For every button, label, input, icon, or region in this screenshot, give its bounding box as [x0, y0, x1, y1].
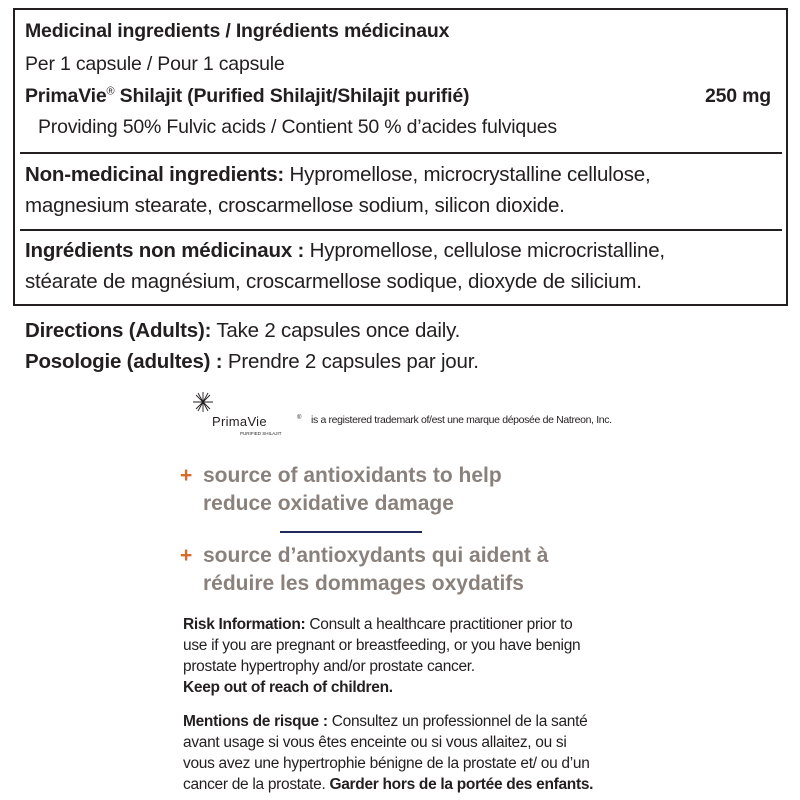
non-medicinal-fr-line1	[25, 239, 665, 263]
registered-mark: ®	[106, 85, 115, 98]
non-medicinal-en-label: Non-medicinal ingredients:	[25, 163, 285, 186]
risk-en-warning: Keep out of reach of children.	[183, 679, 393, 696]
claims-divider	[280, 531, 422, 533]
risk-fr-line2: avant usage si vous êtes enceinte ou si vous allaitez, ou si	[183, 734, 567, 751]
ingredient-brand: PrimaVie	[25, 85, 107, 107]
primavie-logo	[192, 392, 312, 440]
non-medicinal-en-line2: magnesium stearate, croscarmellose sodium, silicon dioxide.	[25, 194, 565, 217]
directions-en-text: Take 2 capsules once daily.	[211, 319, 461, 342]
logo-word: PrimaVie	[212, 414, 267, 429]
directions-fr-text: Prendre 2 capsules par jour.	[222, 350, 479, 373]
risk-fr-line4	[183, 774, 593, 795]
risk-en-line1	[183, 614, 572, 635]
logo-subtitle: PURIFIED SHILAJIT	[240, 431, 282, 436]
risk-fr-warning: Garder hors de la portée des enfants.	[329, 776, 594, 793]
ingredient-description: Shilajit (Purified Shilajit/Shilajit purifié)	[114, 85, 470, 107]
section-divider	[20, 229, 782, 231]
non-medicinal-fr-label: Ingrédients non médicinaux :	[25, 239, 305, 262]
risk-en-line3: prostate hypertrophy and/or prostate cancer.	[183, 658, 475, 675]
plus-icon: +	[180, 464, 193, 487]
risk-fr-line1	[183, 711, 587, 732]
risk-fr-label: Mentions de risque :	[183, 713, 328, 730]
medicinal-ingredients-title: Medicinal ingredients / Ingrédients médicinaux	[25, 20, 450, 42]
ingredient-amount: 250 mg	[704, 85, 771, 107]
non-medicinal-fr-line2: stéarate de magnésium, croscarmellose sodique, dioxyde de silicium.	[25, 270, 642, 293]
risk-fr-text1: Consultez un professionnel de la santé	[327, 713, 588, 730]
per-capsule-text: Per 1 capsule / Pour 1 capsule	[25, 53, 285, 75]
risk-en-text1: Consult a healthcare practitioner prior to	[305, 616, 573, 633]
claim-fr-line1: source d’antioxydants qui aident à	[203, 544, 549, 567]
starburst-icon	[193, 392, 213, 412]
risk-en-label: Risk Information:	[183, 616, 306, 633]
claim-en-line1: source of antioxidants to help	[203, 464, 502, 487]
non-medicinal-fr-text1: Hypromellose, cellulose microcristalline,	[304, 239, 665, 262]
trademark-notice: is a registered trademark of/est une marque déposée de Natreon, Inc.	[311, 414, 612, 426]
directions-en-label: Directions (Adults):	[25, 319, 212, 342]
risk-fr-line3: vous avez une hypertrophie bénigne de la prostate et/ ou d’un	[183, 755, 590, 772]
claim-fr-line2: réduire les dommages oxydatifs	[203, 572, 524, 595]
ingredient-name	[25, 85, 469, 108]
section-divider	[20, 152, 782, 154]
non-medicinal-en-text1: Hypromellose, microcrystalline cellulose,	[284, 163, 651, 186]
risk-en-line2: use if you are pregnant or breastfeeding, or you have benign	[183, 637, 581, 654]
plus-icon: +	[180, 544, 193, 567]
fulvic-acid-text: Providing 50% Fulvic acids / Contient 50 % d’acides fulviques	[38, 116, 557, 138]
non-medicinal-en-line1	[25, 163, 650, 187]
directions-en	[25, 319, 460, 343]
directions-fr	[25, 350, 479, 374]
directions-fr-label: Posologie (adultes) :	[25, 350, 223, 373]
logo-registered: ®	[297, 415, 302, 421]
risk-fr-text4: cancer de la prostate.	[183, 776, 330, 793]
claim-en-line2: reduce oxidative damage	[203, 492, 454, 515]
